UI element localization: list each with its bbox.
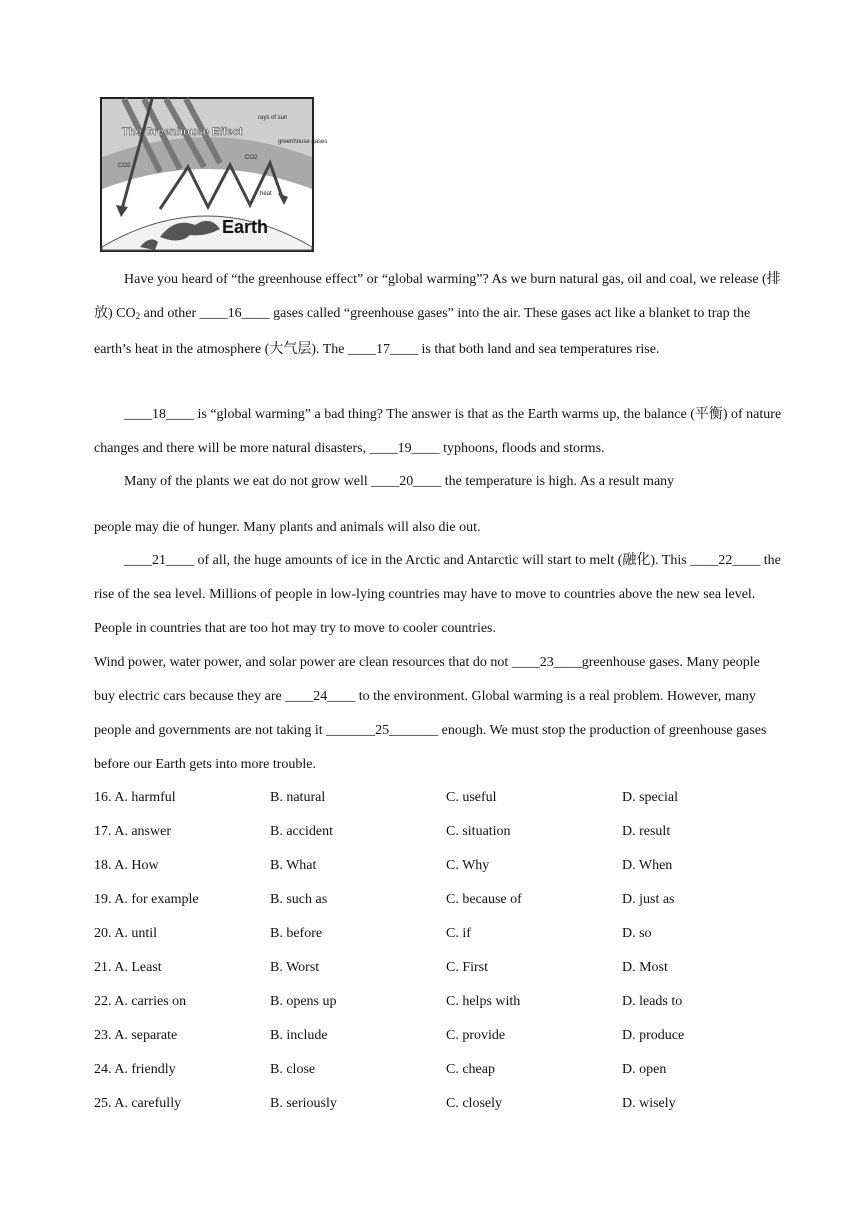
co2-left-label: CO2 <box>118 163 131 169</box>
paragraph-1 <box>94 263 784 367</box>
question-20-option-b: B. before <box>270 926 323 941</box>
question-20-option-d: D. so <box>622 926 652 941</box>
paragraph-4: ____21____ of all, the huge amounts of ice in the Arctic and Antarctic will start to melt (融化). This ____22____ the rise of the sea level. Millions of people in low-lying countries may have to move to countries above the new sea level. People in countries that are too hot may try to move to cooler countries. <box>94 553 781 636</box>
question-21-option-d: D. Most <box>622 960 668 975</box>
question-18-option-c: C. Why <box>446 858 490 873</box>
question-16-option-c: C. useful <box>446 790 497 805</box>
question-24-option-b: B. close <box>270 1062 316 1077</box>
question-18-option-b: B. What <box>270 858 317 873</box>
question-16-option-a: 16. A. harmful <box>94 790 176 805</box>
question-22-option-b: B. opens up <box>270 994 337 1009</box>
question-21-option-c: C. First <box>446 960 489 975</box>
question-20-option-a: 20. A. until <box>94 926 158 941</box>
question-23-option-a: 23. A. separate <box>94 1028 178 1043</box>
question-25-option-b: B. seriously <box>270 1096 337 1111</box>
question-25-option-a: 25. A. carefully <box>94 1096 182 1111</box>
paragraph-1-part-b: and other ____16____ gases called “greenhouse gases” into the air. These gases act like a blanket to trap the earth’s heat in the atmosphere (大气层). The ____17____ is that both land and sea temperatures rise. <box>94 306 751 357</box>
figure-title: The Greenhouse Effect <box>122 126 243 138</box>
question-17-option-c: C. situation <box>446 824 511 839</box>
question-18-option-a: 18. A. How <box>94 858 159 873</box>
question-17-option-b: B. accident <box>270 824 333 839</box>
question-19-option-a: 19. A. for example <box>94 892 199 907</box>
question-16-option-d: D. special <box>622 790 678 805</box>
rays-label: rays of sun <box>258 115 288 121</box>
heat-label: heat <box>260 191 272 197</box>
question-21-option-b: B. Worst <box>270 960 320 975</box>
earth-label: Earth <box>222 217 269 237</box>
question-25-option-c: C. closely <box>446 1096 502 1111</box>
question-19-option-b: B. such as <box>270 892 328 907</box>
paragraph-3-line-2: people may die of hunger. Many plants and animals will also die out. <box>94 520 481 535</box>
question-18-option-d: D. When <box>622 858 673 873</box>
greenhouse-effect-figure <box>100 97 328 252</box>
question-17-option-a: 17. A. answer <box>94 824 171 839</box>
question-25-option-d: D. wisely <box>622 1096 676 1111</box>
question-22-option-a: 22. A. carries on <box>94 994 187 1009</box>
paragraph-2-text: ____18____ is “global warming” a bad thing? The answer is that as the Earth warms up, the balance (平衡) of nature changes and there will be more natural disasters, ____19____ typhoons, floods and storms. <box>94 407 782 456</box>
question-19-option-d: D. just as <box>622 892 675 907</box>
question-24-option-a: 24. A. friendly <box>94 1062 176 1077</box>
question-20-option-c: C. if <box>446 926 471 941</box>
co2-right-label: CO2 <box>245 155 258 161</box>
question-23-option-c: C. provide <box>446 1028 506 1043</box>
question-16-option-b: B. natural <box>270 790 326 805</box>
paragraph-5: Wind power, water power, and solar power are clean resources that do not ____23____greenhouse gases. Many people buy electric cars because they are ____24____ to the environment. Global warming is a real problem. However, many people and governments are not taking it _______25_______ enough. We must stop the production of greenhouse gases before our Earth gets into more trouble. <box>94 655 767 772</box>
paragraph-3-line-1: Many of the plants we eat do not grow well ____20____ the temperature is high. As a result many <box>124 474 675 489</box>
question-22-option-d: D. leads to <box>622 994 683 1009</box>
question-23-option-d: D. produce <box>622 1028 685 1043</box>
question-17-option-d: D. result <box>622 824 671 839</box>
question-24-option-c: C. cheap <box>446 1062 495 1077</box>
gases-label: greenhouse gases <box>278 139 328 145</box>
question-23-option-b: B. include <box>270 1028 328 1043</box>
question-19-option-c: C. because of <box>446 892 522 907</box>
question-22-option-c: C. helps with <box>446 994 521 1009</box>
paragraph-2 <box>94 398 784 466</box>
question-21-option-a: 21. A. Least <box>94 960 162 975</box>
co2-subscript: 2 <box>135 311 141 321</box>
paragraph-1-part-a: Have you heard of “the greenhouse effect” or “global warming”? As we burn natural gas, oil and coal, we release (排放) CO <box>94 272 781 321</box>
question-24-option-d: D. open <box>622 1062 667 1077</box>
